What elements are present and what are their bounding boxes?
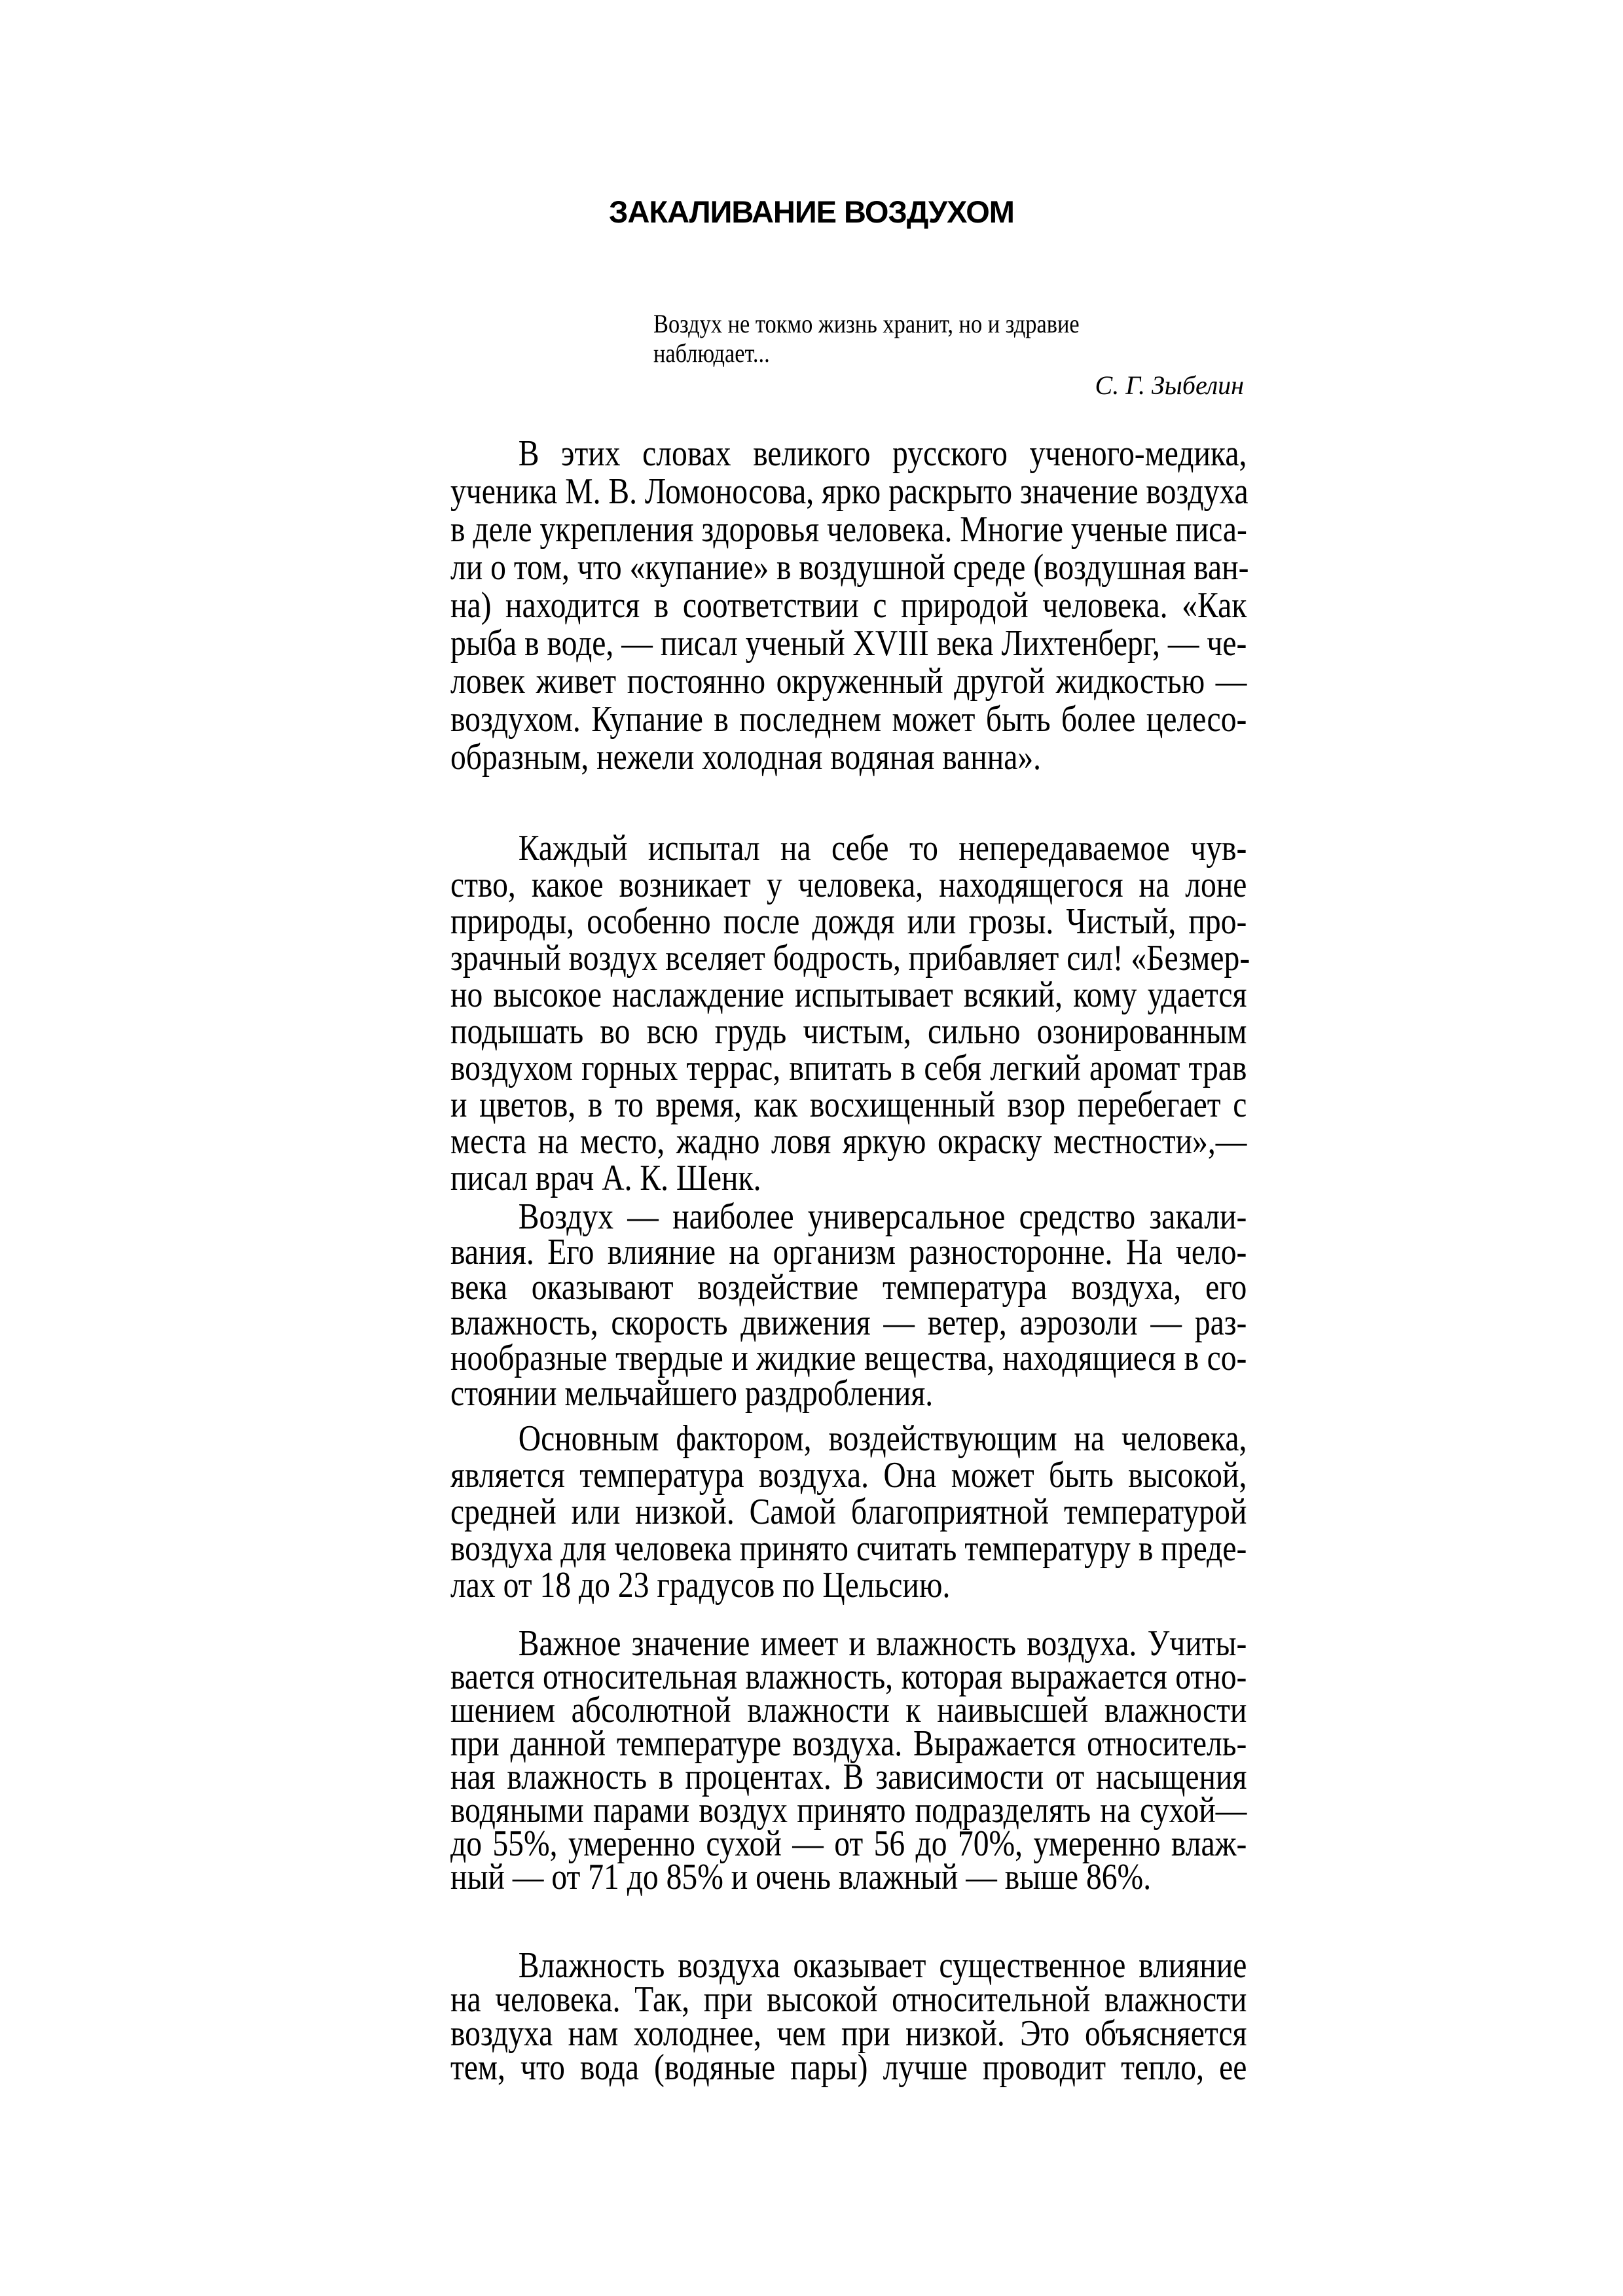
text-line: вается относительная влажность, которая выражается отно- xyxy=(450,1657,1247,1697)
paragraph xyxy=(450,1945,1247,2088)
chapter-title: ЗАКАЛИВАНИЕ ВОЗДУХОМ xyxy=(609,194,1014,229)
text-line: при данной температуре воздуха. Выражается относитель- xyxy=(450,1723,1247,1764)
text-line: средней или низкой. Самой благоприятной температурой xyxy=(450,1492,1247,1532)
text-line: воздухом. Купание в последнем может быть более целесо- xyxy=(450,699,1247,740)
text-line: писал врач А. К. Шенк. xyxy=(450,1158,761,1198)
paragraph xyxy=(450,1420,1247,1604)
text-line: нообразные твердые и жидкие вещества, находящиеся в со- xyxy=(450,1338,1247,1378)
text-line: но высокое наслаждение испытывает всякий, кому удается xyxy=(450,975,1247,1015)
text-line: природы, особенно после дождя или грозы. Чистый, про- xyxy=(450,901,1247,942)
text-line: ная влажность в процентах. В зависимости от насыщения xyxy=(450,1757,1247,1797)
text-line: на) находится в соответствии с природой человека. «Как xyxy=(450,585,1247,626)
text-line: рыба в воде, — писал ученый XVIII века Лихтенберг, — че- xyxy=(450,623,1247,664)
text-line: века оказывают воздействие температура воздуха, его xyxy=(450,1267,1247,1308)
text-line: тем, что вода (водяные пары) лучше проводит тепло, ее xyxy=(450,2047,1247,2088)
paragraph xyxy=(450,1196,1247,1414)
epigraph xyxy=(653,309,1244,400)
text-line: Основным фактором, воздействующим на человека, xyxy=(518,1418,1247,1459)
text-line: воздухом горных террас, впитать в себя легкий аромат трав xyxy=(450,1048,1247,1088)
text-line: ученика М. В. Ломоносова, ярко раскрыто значение воздуха xyxy=(450,471,1249,512)
text-line: воздуха для человека принято считать температуру в преде- xyxy=(450,1528,1247,1569)
text-line: шением абсолютной влажности к наивысшей влажности xyxy=(450,1690,1247,1731)
text-line: Воздух — наиболее универсальное средство закали- xyxy=(518,1196,1247,1237)
text-line: зрачный воздух вселяет бодрость, прибавляет сил! «Безмер- xyxy=(450,938,1250,978)
text-line: подышать во всю грудь чистым, сильно озонированным xyxy=(450,1011,1247,1052)
text-line: Влажность воздуха оказывает существенное влияние xyxy=(518,1945,1247,1986)
text-line: в деле укрепления здоровья человека. Многие ученые писа- xyxy=(450,509,1247,550)
text-line: ловек живет постоянно окруженный другой жидкостью — xyxy=(450,661,1247,702)
paragraph xyxy=(450,435,1247,776)
text-line: В этих словах великого русского ученого-медика, xyxy=(518,433,1247,474)
epigraph-line: наблюдает... xyxy=(653,338,770,368)
paragraph xyxy=(450,1623,1247,1897)
text-line: вания. Его влияние на организм разносторонне. На чело- xyxy=(450,1232,1247,1272)
paragraph xyxy=(450,828,1250,1198)
text-line: влажность, скорость движения — ветер, аэрозоли — раз- xyxy=(450,1302,1247,1343)
text-line: является температура воздуха. Она может быть высокой, xyxy=(450,1455,1247,1496)
text-line: Каждый испытал на себе то непередаваемое чув- xyxy=(518,828,1247,869)
text-line: стоянии мельчайшего раздробления. xyxy=(450,1373,934,1414)
text-line: ли о том, что «купание» в воздушной среде (воздушная ван- xyxy=(450,547,1249,588)
text-line: образным, нежели холодная водяная ванна». xyxy=(450,737,1042,778)
text-line: лах от 18 до 23 градусов по Цельсию. xyxy=(450,1565,951,1605)
text-line: ство, какое возникает у человека, находящегося на лоне xyxy=(450,865,1247,905)
text-line: ный — от 71 до 85% и очень влажный — выше 86%. xyxy=(450,1857,1152,1897)
text-line: воздуха нам холоднее, чем при низкой. Это объясняется xyxy=(450,2013,1247,2054)
text-line: Важное значение имеет и влажность воздуха. Учиты- xyxy=(518,1623,1247,1664)
epigraph-author: С. Г. Зыбелин xyxy=(1095,370,1244,400)
text-line: водяными парами воздух принято подразделять на сухой— xyxy=(450,1790,1247,1831)
epigraph-line: Воздух не токмо жизнь хранит, но и здравие xyxy=(653,309,1080,338)
text-line: до 55%, умеренно сухой — от 56 до 70%, умеренно влаж- xyxy=(450,1823,1247,1864)
text-line: на человека. Так, при высокой относительной влажности xyxy=(450,1979,1247,2020)
text-line: и цветов, в то время, как восхищенный взор перебегает с xyxy=(450,1085,1247,1125)
text-line: места на место, жадно ловя яркую окраску местности»,— xyxy=(450,1121,1247,1162)
